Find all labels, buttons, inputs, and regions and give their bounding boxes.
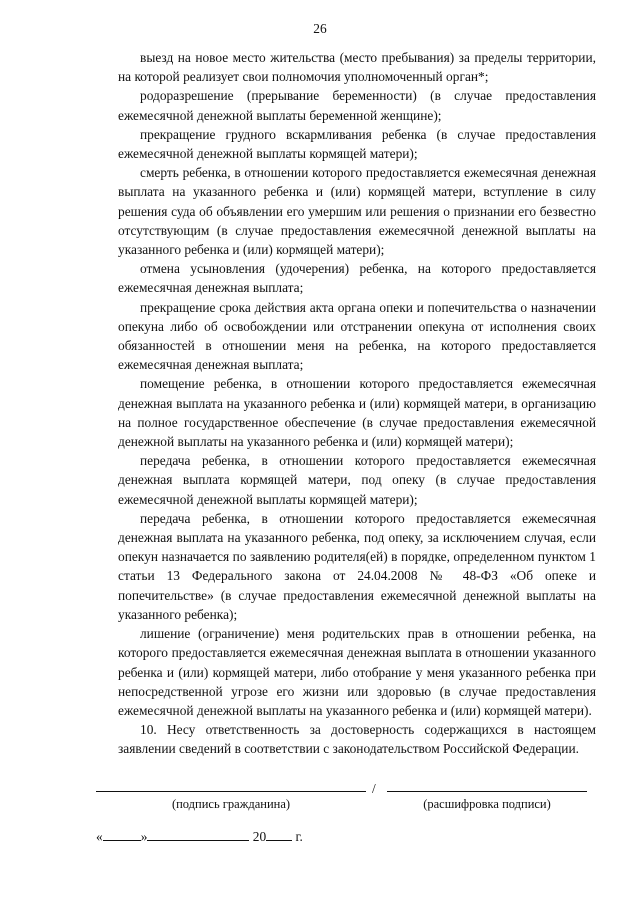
paragraph-custody-nursing: передача ребенка, в отношении которого предоставляется ежемесячная денежная выплата кормящей матери, под опеку (в случае предоставления ежемесячной денежной выплаты кормящей матери); <box>118 453 596 507</box>
signature-decoding-caption: (расшифровка подписи) <box>423 797 551 811</box>
date-line <box>96 827 303 846</box>
date-year-suffix: г. <box>292 829 303 844</box>
date-close-quote: » <box>140 829 148 844</box>
paragraph-childbirth: родоразрешение (прерывание беременности) (в случае предоставления ежемесячной денежной выплаты беременной женщине); <box>118 88 596 123</box>
signature-line[interactable] <box>96 791 366 792</box>
paragraph-child-death: смерть ребенка, в отношении которого предоставляется ежемесячная денежная выплата на указанного ребенка и (или) кормящей матери, вступление в силу решения суда об объявлении его умершим или решения о признании его безвестно отсутствующим (в случае предоставления ежемесячной денежной выплаты на указанного ребенка и (или) кормящей матери); <box>118 165 596 258</box>
signature-decoding-line[interactable] <box>387 791 587 792</box>
signature-caption: (подпись гражданина) <box>171 797 291 811</box>
page-number: 26 <box>313 21 327 36</box>
paragraph-relocation: выезд на новое место жительства (место пребывания) за пределы территории, на которой реализует свои полномочия уполномоченный орган*; <box>118 50 596 85</box>
signature-separator: / <box>372 781 376 796</box>
date-day-blank[interactable] <box>103 828 141 841</box>
body-text <box>118 48 596 759</box>
paragraph-guardianship-end: прекращение срока действия акта органа опеки и попечительства о назначении опекуна либо об освобождении или отстранении опекуна от исполнения своих обязанностей в отношении меня на ребенка, на которого предоставляется ежемесячная денежная выплата; <box>118 299 596 373</box>
paragraph-responsibility: 10. Несу ответственность за достоверность содержащихся в настоящем заявлении сведений в соответствии с законодательством Российской Федерации. <box>118 722 596 757</box>
paragraph-custody-child: передача ребенка, в отношении которого предоставляется ежемесячная денежная выплата на указанного ребенка, под опеку, за исключением случая, если опекун назначается по заявлению родителя(ей) в порядке, определенном пунктом 1 статьи 13 Федерального закона от 24.04.2008 № 48-ФЗ «Об опеке и попечительстве» (в случае предоставления ежемесячной денежной выплаты на указанного ребенка); <box>118 510 596 622</box>
date-year-blank[interactable] <box>266 828 292 841</box>
date-month-blank[interactable] <box>147 828 249 841</box>
paragraph-breastfeeding-end: прекращение грудного вскармливания ребенка (в случае предоставления ежемесячной денежной выплаты кормящей матери); <box>118 126 596 162</box>
date-open-quote: « <box>96 829 103 844</box>
paragraph-parental-rights: лишение (ограничение) меня родительских прав в отношении ребенка, на которого предоставляется ежемесячная денежная выплата в отношении указанного ребенка и (или) кормящей матери, либо отобрание у меня указанного ребенка при непосредственной угрозе его жизни или здоровью (в случае предоставления ежемесячной денежной выплаты на указанного ребенка и (или) кормящей матери). <box>118 626 596 718</box>
paragraph-adoption-cancel: отмена усыновления (удочерения) ребенка, на которого предоставляется ежемесячная денежная выплата; <box>118 261 596 296</box>
date-year-prefix: 20 <box>252 829 267 844</box>
paragraph-state-care: помещение ребенка, в отношении которого предоставляется ежемесячная денежная выплата на указанного ребенка и (или) кормящей матери, в организацию на полное государственное обеспечение (в случае предоставления ежемесячной денежной выплаты на указанного ребенка и (или) кормящей матери); <box>118 376 596 450</box>
